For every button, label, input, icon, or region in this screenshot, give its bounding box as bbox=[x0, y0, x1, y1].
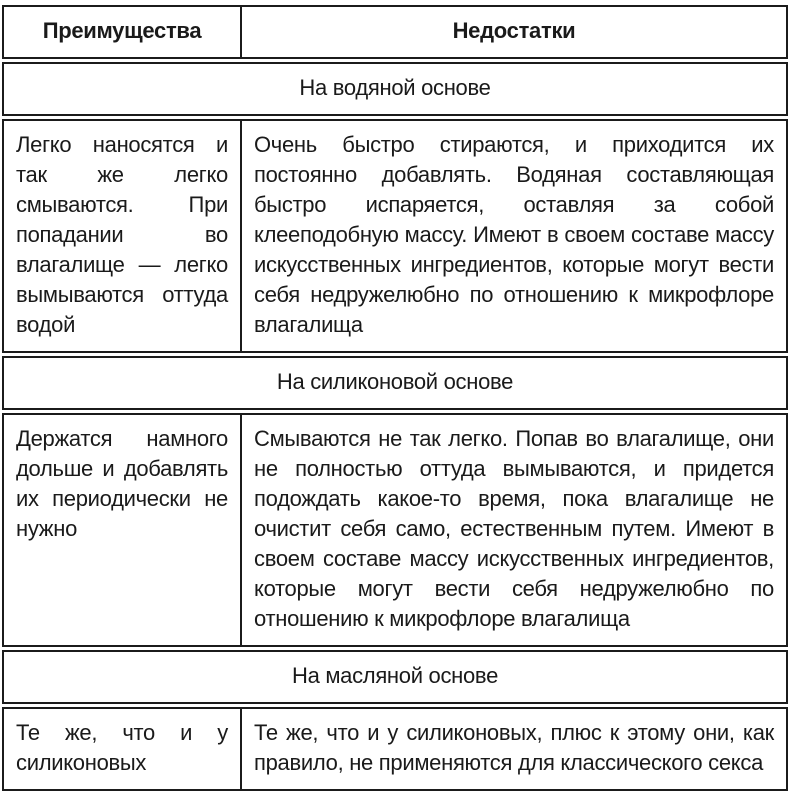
table-body bbox=[2, 62, 788, 791]
cell-water-disadvantages: Очень быстро стираются, и приходится их постоянно добавлять. Водяная составляющая быстро испаряется, оставляя за собой клееподобную массу. Имеют в своем составе массу искусственных ингредиентов, которые могут вести себя недружелюбно по отношению к микрофлоре влагалища bbox=[242, 119, 788, 353]
column-header-advantages: Преимущества bbox=[2, 5, 242, 59]
section-row-water-base bbox=[2, 62, 788, 116]
comparison-table bbox=[2, 2, 788, 794]
cell-silicone-disadvantages: Смываются не так легко. Попав во влагалище, они не полностью оттуда вымываются, и придется подождать какое-то время, пока влагалище не очистит себя само, естественным путем. Имеют в своем составе массу искусственных ингредиентов, которые могут вести себя недружелюбно по отношению к микрофлоре влагалища bbox=[242, 413, 788, 647]
table-row-water-base bbox=[2, 119, 788, 353]
section-title-water-base: На водяной основе bbox=[2, 62, 788, 116]
cell-oil-disadvantages: Те же, что и у силиконовых, плюс к этому они, как правило, не применяются для классического секса bbox=[242, 707, 788, 791]
column-header-disadvantages: Недостатки bbox=[242, 5, 788, 59]
section-title-oil-base: На масляной основе bbox=[2, 650, 788, 704]
table-row-silicone-base bbox=[2, 413, 788, 647]
cell-oil-advantages: Те же, что и у силиконовых bbox=[2, 707, 242, 791]
section-row-silicone-base bbox=[2, 356, 788, 410]
cell-water-advantages: Легко наносятся и так же легко смываются. При попадании во влагалище — легко вымываются оттуда водой bbox=[2, 119, 242, 353]
cell-silicone-advantages: Держатся намного дольше и добавлять их периодически не нужно bbox=[2, 413, 242, 647]
section-row-oil-base bbox=[2, 650, 788, 704]
header-row bbox=[2, 5, 788, 59]
section-title-silicone-base: На силиконовой основе bbox=[2, 356, 788, 410]
table-row-oil-base bbox=[2, 707, 788, 791]
table-header bbox=[2, 5, 788, 59]
